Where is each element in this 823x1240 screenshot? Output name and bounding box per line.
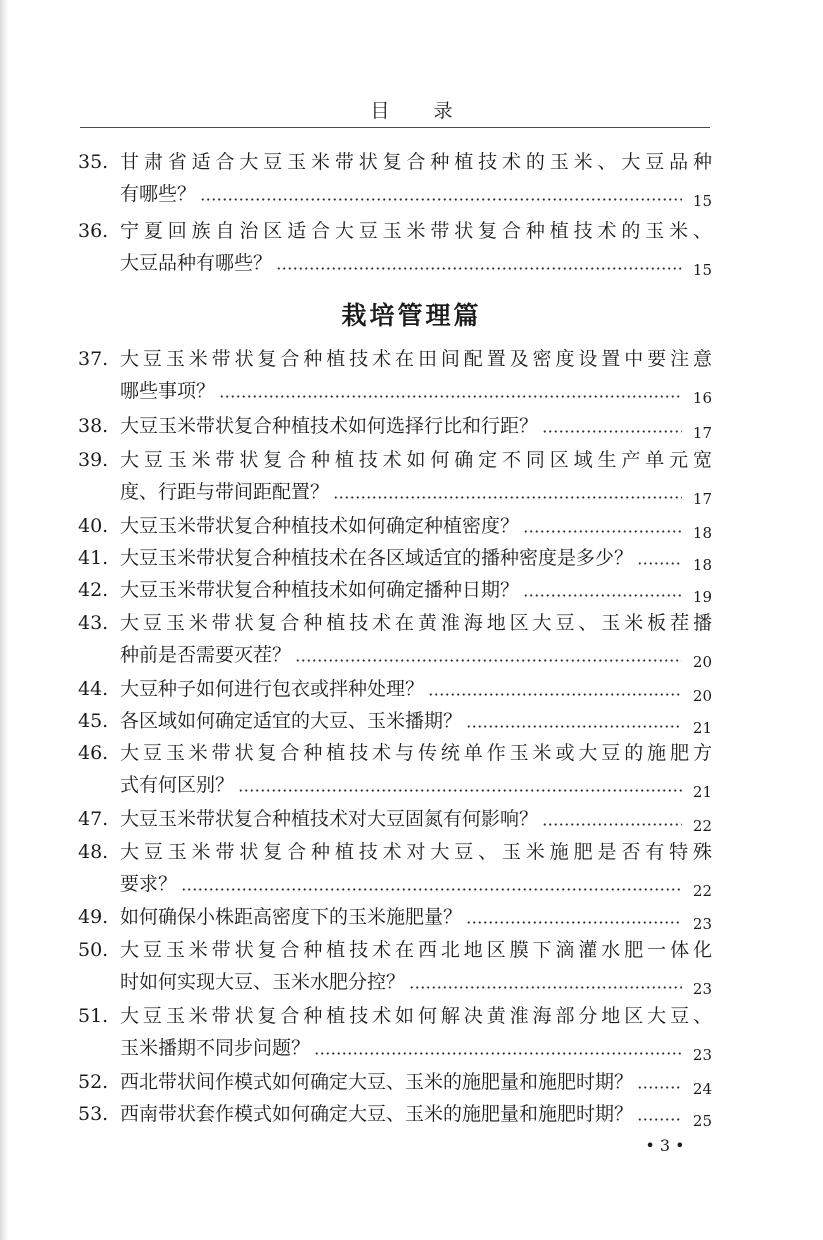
- entry-number: 44.: [78, 678, 109, 700]
- leader-dots: [181, 888, 682, 891]
- entry-last-line: [120, 575, 712, 605]
- entry-page-number: 23: [692, 980, 712, 998]
- entry-last-line: [120, 804, 712, 834]
- entry-page-number: 18: [692, 556, 712, 574]
- entry-last-line: [120, 511, 712, 541]
- toc-entry-46[interactable]: [78, 738, 712, 800]
- entry-number: 50.: [78, 939, 109, 961]
- entry-title-line: 要求？: [120, 873, 178, 895]
- toc-entry-42[interactable]: [78, 575, 712, 605]
- leader-dots: [295, 659, 682, 662]
- toc-entry-39[interactable]: [78, 445, 712, 507]
- page-header-title: 目录: [370, 100, 497, 122]
- entry-page-number: 23: [692, 1046, 712, 1064]
- entry-number: 47.: [78, 808, 109, 830]
- entry-page-number: 16: [692, 389, 712, 407]
- entry-page-number: 15: [692, 261, 712, 279]
- toc-entry-45[interactable]: [78, 706, 712, 736]
- toc-entry-48[interactable]: [78, 837, 712, 899]
- leader-dots: [523, 530, 682, 533]
- toc-entry-51[interactable]: [78, 1001, 712, 1063]
- entry-last-line: [120, 248, 712, 278]
- toc-entry-44[interactable]: [78, 674, 712, 704]
- entry-title-line: 种前是否需要灭茬？: [120, 644, 292, 666]
- entry-title-line: 大豆玉米带状复合种植技术如何确定播种日期？: [120, 579, 520, 601]
- leader-dots: [333, 496, 682, 499]
- entry-number: 39.: [78, 449, 109, 471]
- entry-page-number: 21: [692, 719, 712, 737]
- toc-entry-43[interactable]: [78, 608, 712, 670]
- entry-title-line: 西南带状套作模式如何确定大豆、玉米的施肥量和施肥时期？: [120, 1103, 634, 1125]
- entry-page-number: 19: [692, 588, 712, 606]
- entry-title-line: 大豆玉米带状复合种植技术对大豆固氮有何影响？: [120, 808, 539, 830]
- entry-last-line: [120, 477, 712, 507]
- entry-title-line: 大豆玉米带状复合种植技术对大豆、玉米施肥是否有特殊: [120, 841, 712, 863]
- header-rule: [80, 127, 710, 128]
- entry-title-line: 大豆玉米带状复合种植技术如何选择行比和行距？: [120, 415, 539, 437]
- entry-title-line: 各区域如何确定适宜的大豆、玉米播期？: [120, 710, 463, 732]
- entry-last-line: [120, 411, 712, 441]
- entry-title-line: 大豆玉米带状复合种植技术如何解决黄淮海部分地区大豆、: [120, 1005, 712, 1027]
- entry-number: 37.: [78, 348, 109, 370]
- entry-title-line: 大豆品种有哪些？: [120, 252, 273, 274]
- entry-title-line: 大豆玉米带状复合种植技术在田间配置及密度设置中要注意: [120, 348, 712, 370]
- leader-dots: [219, 395, 682, 398]
- entry-title-line: 大豆玉米带状复合种植技术如何确定不同区域生产单元宽: [120, 449, 712, 471]
- entry-page-number: 18: [692, 524, 712, 542]
- entry-page-number: 20: [692, 653, 712, 671]
- entry-title-line: 甘肃省适合大豆玉米带状复合种植技术的玉米、大豆品种: [120, 151, 712, 173]
- toc-entry-41[interactable]: [78, 543, 712, 573]
- entry-number: 46.: [78, 742, 109, 764]
- entry-last-line: [120, 674, 712, 704]
- entry-number: 42.: [78, 579, 109, 601]
- entry-last-line: [120, 1099, 712, 1129]
- leader-dots: [466, 921, 682, 924]
- entry-title-line: 度、行距与带间距配置？: [120, 481, 330, 503]
- toc-entry-37[interactable]: [78, 344, 712, 406]
- leader-dots: [542, 823, 682, 826]
- entry-page-number: 22: [692, 882, 712, 900]
- entry-last-line: [120, 902, 712, 932]
- leader-dots: [200, 198, 682, 201]
- toc-entry-40[interactable]: [78, 511, 712, 541]
- entry-last-line: [120, 869, 712, 899]
- toc-entry-38[interactable]: [78, 411, 712, 441]
- entry-title-line: 大豆玉米带状复合种植技术在西北地区膜下滴灌水肥一体化: [120, 939, 712, 961]
- entry-title-line: 西北带状间作模式如何确定大豆、玉米的施肥量和施肥时期？: [120, 1071, 634, 1093]
- entry-last-line: [120, 640, 712, 670]
- entry-title-line: 大豆种子如何进行包衣或拌种处理？: [120, 678, 425, 700]
- entry-last-line: [120, 179, 712, 209]
- leader-dots: [637, 562, 682, 565]
- entry-page-number: 20: [692, 687, 712, 705]
- leader-dots: [409, 986, 682, 989]
- entry-title-line: 有哪些？: [120, 183, 197, 205]
- leader-dots: [466, 725, 682, 728]
- entry-number: 48.: [78, 841, 109, 863]
- entry-last-line: [120, 1033, 712, 1063]
- toc-entry-35[interactable]: [78, 147, 712, 209]
- leader-dots: [276, 267, 682, 270]
- toc-entry-47[interactable]: [78, 804, 712, 834]
- page-scan-edge: [0, 0, 9, 1240]
- entry-last-line: [120, 376, 712, 406]
- entry-page-number: 17: [692, 490, 712, 508]
- entry-page-number: 25: [692, 1112, 712, 1130]
- entry-number: 52.: [78, 1071, 109, 1093]
- entry-title-line: 时如何实现大豆、玉米水肥分控？: [120, 971, 406, 993]
- toc-entry-53[interactable]: [78, 1099, 712, 1129]
- entry-number: 43.: [78, 612, 109, 634]
- entry-number: 41.: [78, 547, 109, 569]
- entry-title-line: 如何确保小株距高密度下的玉米施肥量？: [120, 906, 463, 928]
- entry-number: 38.: [78, 415, 109, 437]
- entry-number: 35.: [78, 151, 109, 173]
- leader-dots: [637, 1118, 682, 1121]
- entry-last-line: [120, 770, 712, 800]
- entry-number: 53.: [78, 1103, 109, 1125]
- entry-page-number: 24: [692, 1080, 712, 1098]
- entry-last-line: [120, 706, 712, 736]
- entry-page-number: 15: [692, 192, 712, 210]
- leader-dots: [542, 430, 682, 433]
- toc-entry-49[interactable]: [78, 902, 712, 932]
- page-number: • 3 •: [645, 1136, 685, 1155]
- entry-page-number: 21: [692, 783, 712, 801]
- leader-dots: [314, 1052, 682, 1055]
- entry-last-line: [120, 1067, 712, 1097]
- entry-title-line: 玉米播期不同步问题？: [120, 1037, 311, 1059]
- entry-page-number: 22: [692, 817, 712, 835]
- entry-last-line: [120, 543, 712, 573]
- toc-entry-50[interactable]: [78, 935, 712, 997]
- entry-title-line: 哪些事项？: [120, 380, 216, 402]
- entry-last-line: [120, 967, 712, 997]
- leader-dots: [238, 789, 682, 792]
- entry-number: 51.: [78, 1005, 109, 1027]
- toc-entry-36[interactable]: [78, 216, 712, 278]
- leader-dots: [428, 693, 682, 696]
- entry-title-line: 式有何区别？: [120, 774, 235, 796]
- section-title: 栽培管理篇: [341, 301, 482, 330]
- entry-title-line: 宁夏回族自治区适合大豆玉米带状复合种植技术的玉米、: [120, 220, 712, 242]
- leader-dots: [637, 1086, 682, 1089]
- entry-title-line: 大豆玉米带状复合种植技术在黄淮海地区大豆、玉米板茬播: [120, 612, 712, 634]
- entry-number: 45.: [78, 710, 109, 732]
- entry-page-number: 17: [692, 424, 712, 442]
- entry-page-number: 23: [692, 915, 712, 933]
- entry-title-line: 大豆玉米带状复合种植技术与传统单作玉米或大豆的施肥方: [120, 742, 712, 764]
- entry-number: 36.: [78, 220, 109, 242]
- entry-title-line: 大豆玉米带状复合种植技术在各区域适宜的播种密度是多少？: [120, 547, 634, 569]
- entry-number: 49.: [78, 906, 109, 928]
- entry-title-line: 大豆玉米带状复合种植技术如何确定种植密度？: [120, 515, 520, 537]
- toc-entry-52[interactable]: [78, 1067, 712, 1097]
- leader-dots: [523, 594, 682, 597]
- entry-number: 40.: [78, 515, 109, 537]
